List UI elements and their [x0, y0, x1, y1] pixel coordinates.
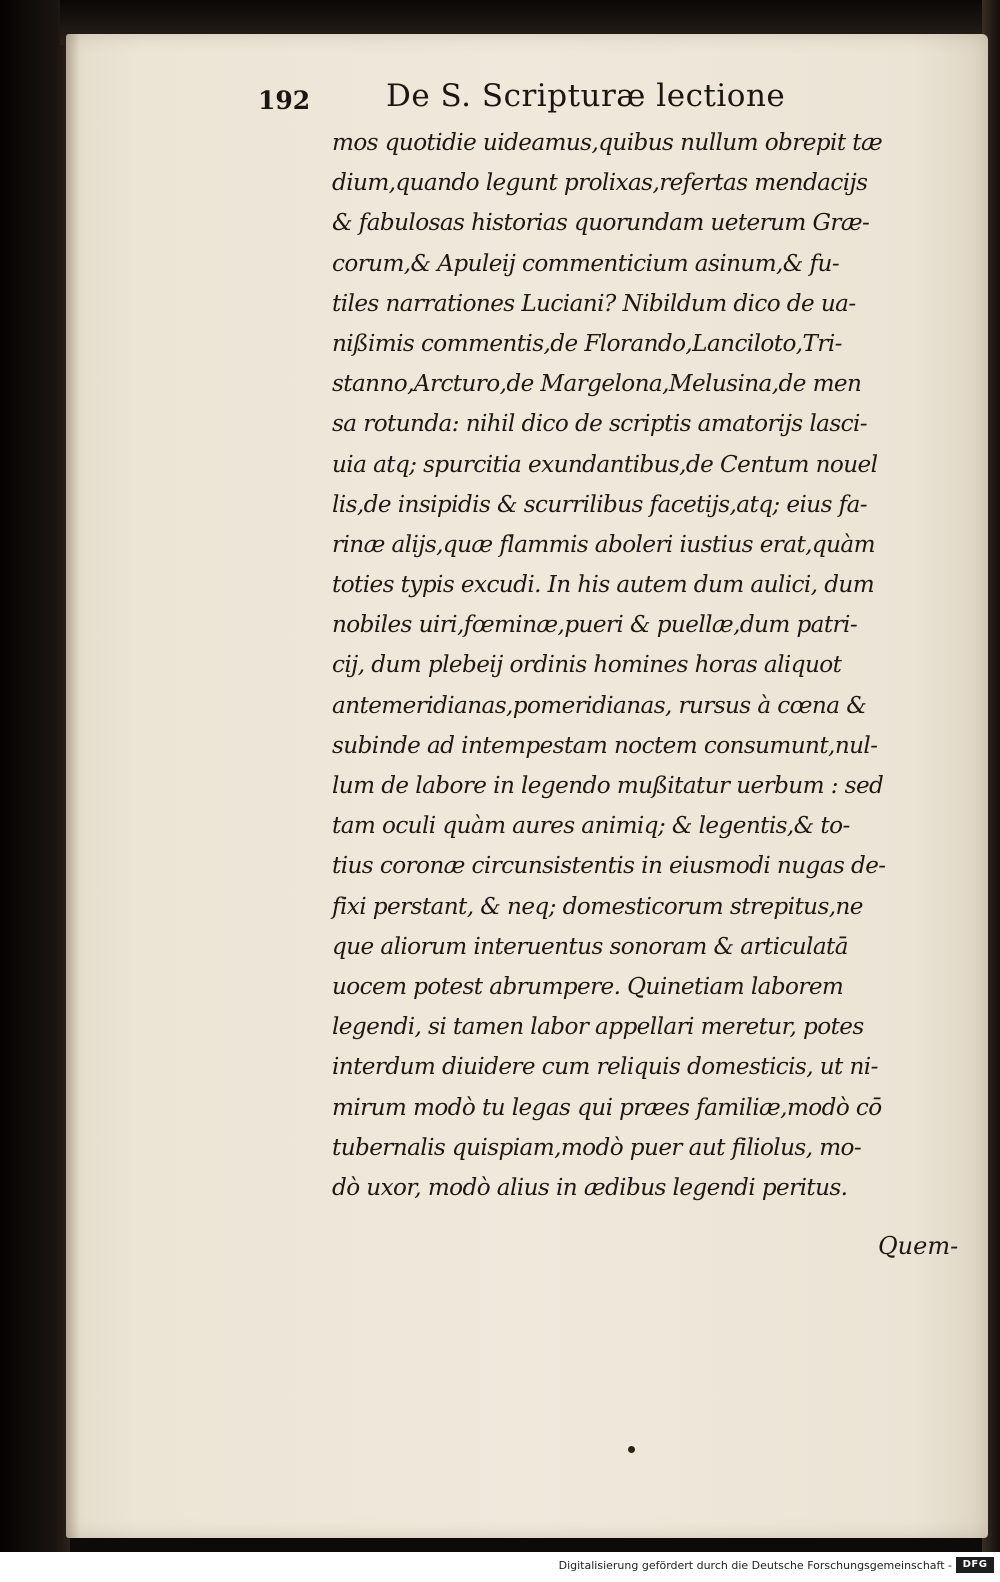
- page-number: 192: [258, 86, 311, 115]
- digitization-footer: [0, 1552, 1000, 1582]
- text-line: legendi, si tamen labor appellari meretur, potes: [332, 1012, 864, 1041]
- text-line: uocem potest abrumpere. Quinetiam laborem: [332, 971, 844, 1000]
- page-header: [258, 78, 818, 122]
- body-text: [332, 122, 972, 1207]
- text-line: dò uxor, modò alius in ædibus legendi peritus.: [332, 1172, 848, 1201]
- text-line: cij, dum plebeij ordinis homines horas aliquot: [332, 650, 842, 679]
- text-line: & fabulosas historias quorundam ueterum Græ-: [332, 208, 870, 237]
- catchword: Quem-: [878, 1232, 959, 1260]
- text-line: corum,& Apuleij commenticium asinum,& fu-: [332, 248, 840, 277]
- text-line: stanno,Arcturo,de Margelona,Melusina,de men: [332, 369, 862, 398]
- text-line: lis,de insipidis & scurrilibus facetijs,atq; eius fa-: [332, 489, 868, 518]
- text-line: tiles narrationes Luciani? Nibildum dico de ua-: [332, 288, 856, 317]
- text-line: dium,quando legunt prolixas,refertas mendacijs: [332, 168, 868, 197]
- text-line: subinde ad intempestam noctem consumunt,nul-: [332, 730, 878, 759]
- text-line: interdum diuidere cum reliquis domesticis, ut ni-: [332, 1052, 878, 1081]
- text-line: nißimis commentis,de Florando,Lanciloto,Tri-: [332, 328, 842, 357]
- text-line: mirum modò tu legas qui præes familiæ,modò cō: [332, 1092, 882, 1121]
- funding-credit: Digitalisierung gefördert durch die Deutsche Forschungsgemeinschaft -: [558, 1559, 952, 1572]
- text-line: mos quotidie uideamus,quibus nullum obrepit tæ: [332, 128, 883, 156]
- text-line: sa rotunda: nihil dico de scriptis amatorijs lasci-: [332, 409, 868, 438]
- text-line: tubernalis quispiam,modò puer aut filiolus, mo-: [332, 1132, 862, 1161]
- running-title: De S. Scripturæ lectione: [386, 78, 786, 114]
- text-line: lum de labore in legendo mußitatur uerbum : sed: [332, 771, 884, 799]
- text-line: que aliorum interuentus sonoram & articulatā: [332, 931, 848, 960]
- text-line: tam oculi quàm aures animiq; & legentis,& to-: [332, 811, 850, 840]
- book-binding-edge: [0, 0, 70, 1582]
- text-line: nobiles uiri,fœminæ,pueri & puellæ,dum patri-: [332, 610, 858, 639]
- text-line: fixi perstant, & neq; domesticorum strepitus,ne: [332, 891, 863, 920]
- text-line: tius coronæ circunsistentis in eiusmodi nugas de-: [332, 851, 886, 880]
- ink-speck: [628, 1446, 635, 1453]
- dfg-logo: DFG: [956, 1557, 994, 1573]
- text-line: rinæ alijs,quæ flammis aboleri iustius erat,quàm: [332, 529, 875, 558]
- text-line: uia atq; spurcitia exundantibus,de Centum nouel: [332, 449, 878, 478]
- text-line: toties typis excudi. In his autem dum aulici, dum: [332, 570, 875, 599]
- page-gutter-shadow: [66, 34, 80, 1538]
- text-line: antemeridianas,pomeridianas, rursus à cœna &: [332, 690, 867, 719]
